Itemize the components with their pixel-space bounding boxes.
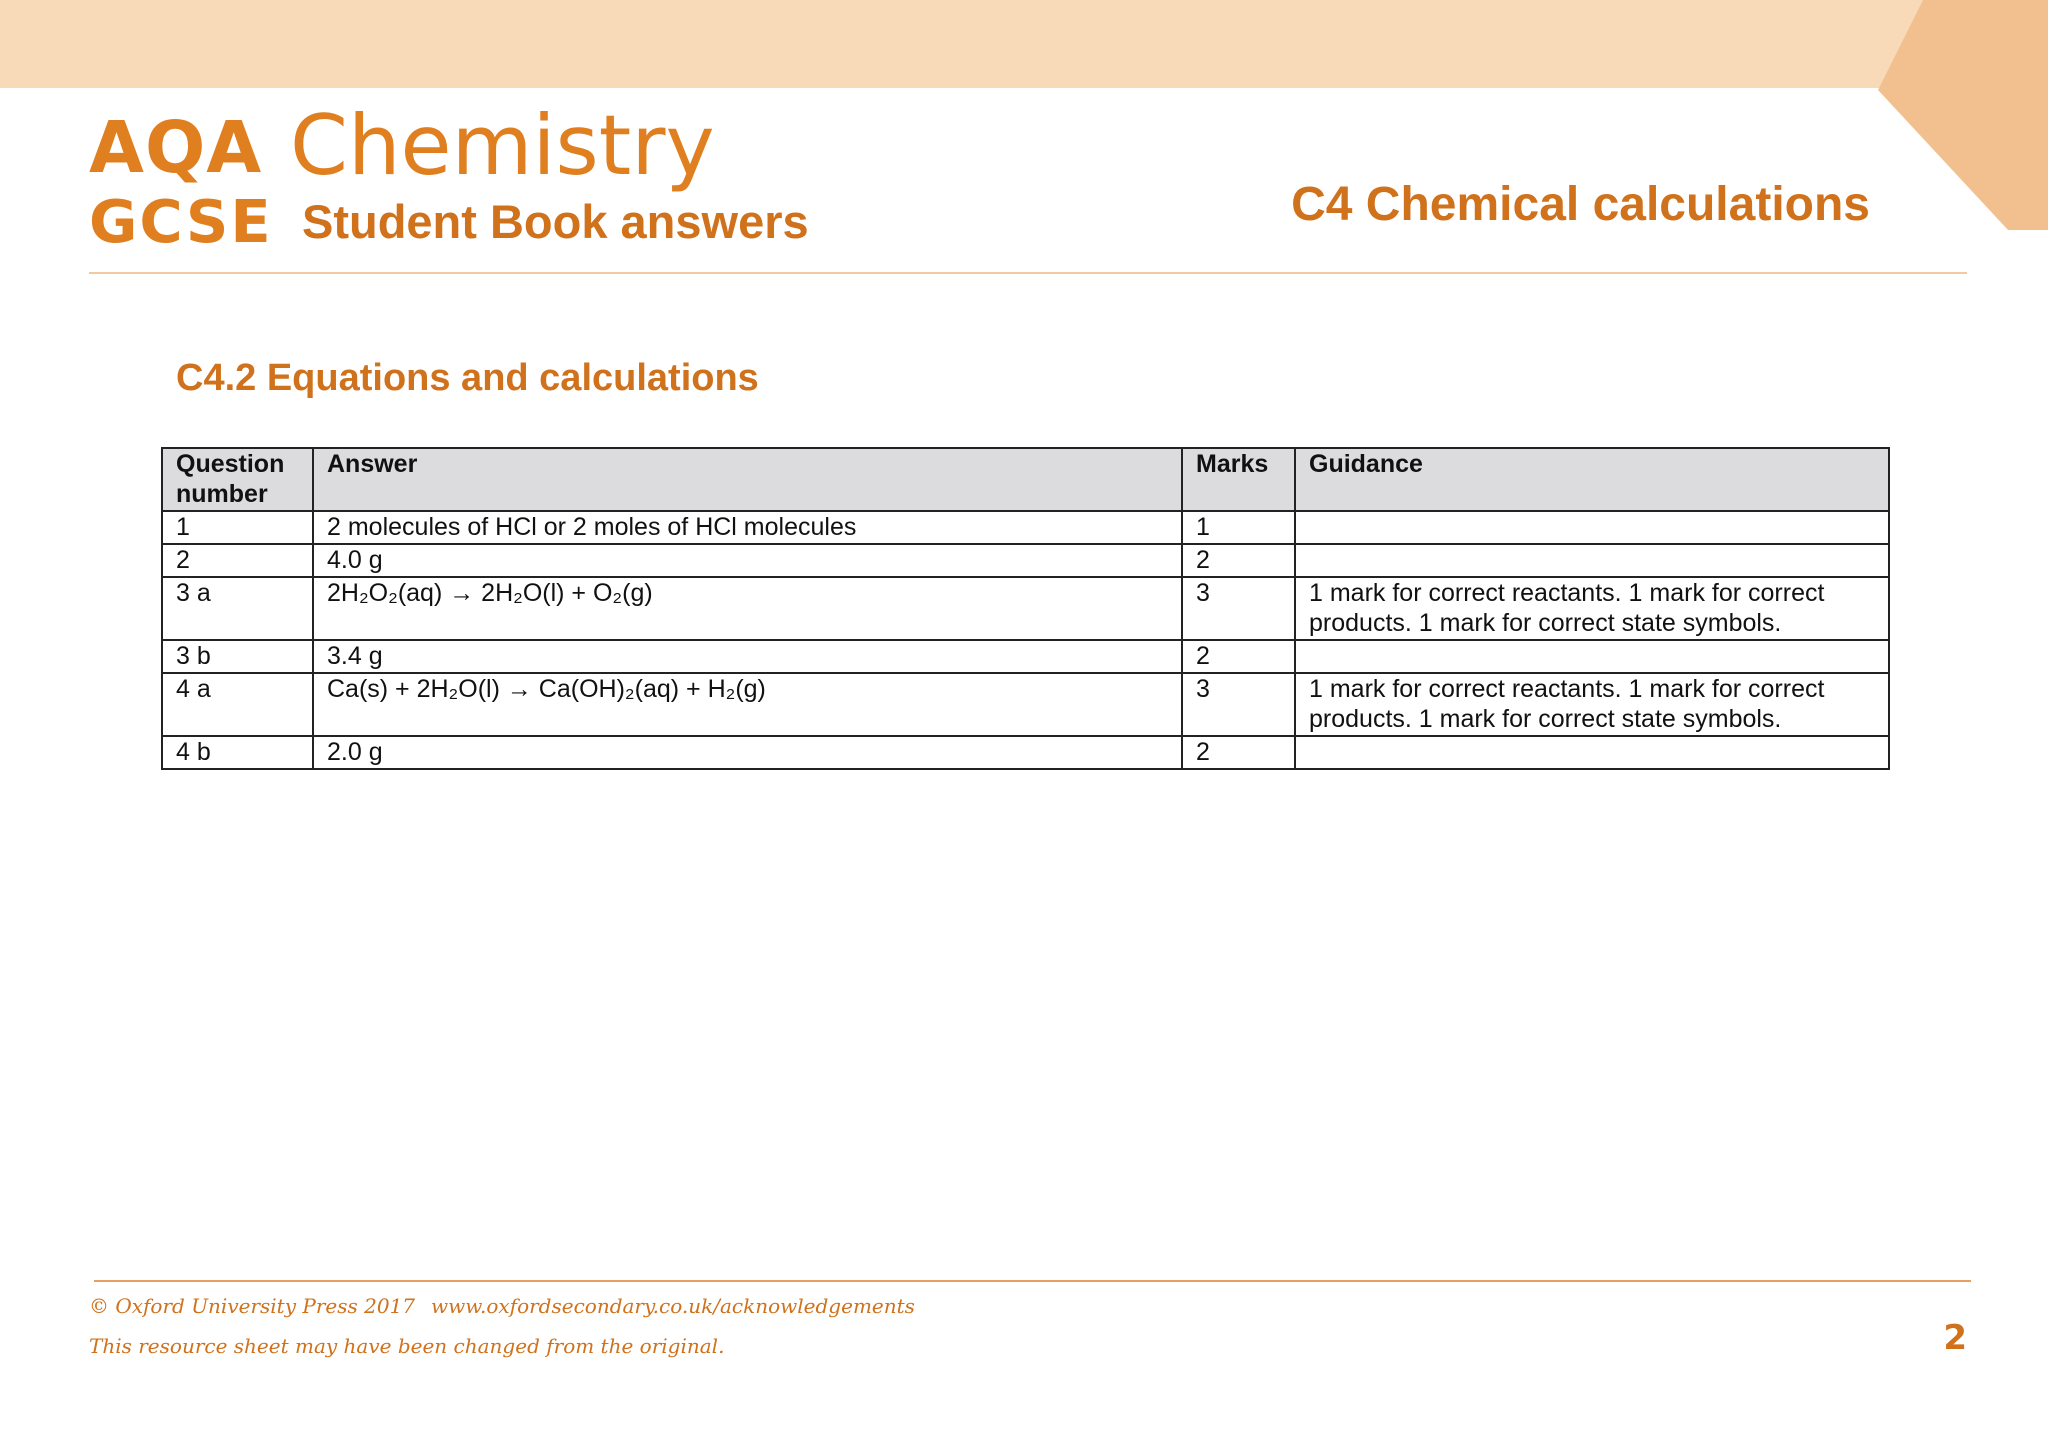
- brand-subtitle: Student Book answers: [302, 195, 809, 248]
- question-cell: 4 b: [162, 736, 313, 769]
- guidance-cell: 1 mark for correct reactants. 1 mark for correct products. 1 mark for correct state symbols.: [1295, 673, 1889, 736]
- table-row: [162, 544, 1889, 577]
- footer-divider: [94, 1280, 1971, 1282]
- guidance-cell: [1295, 640, 1889, 673]
- question-cell: 2: [162, 544, 313, 577]
- table-row: [162, 673, 1889, 736]
- question-cell: 1: [162, 511, 313, 544]
- table-row: [162, 511, 1889, 544]
- footer-notice: This resource sheet may have been changed from the original.: [89, 1334, 725, 1358]
- answer-cell: 4.0 g: [313, 544, 1182, 577]
- question-cell: 3 a: [162, 577, 313, 640]
- answer-cell: 2H₂O₂(aq) → 2H₂O(l) + O₂(g): [313, 577, 1182, 640]
- marks-cell: 2: [1182, 640, 1295, 673]
- brand-aqa: AQA: [89, 106, 263, 189]
- answer-cell: 3.4 g: [313, 640, 1182, 673]
- guidance-cell: 1 mark for correct reactants. 1 mark for correct products. 1 mark for correct state symbols.: [1295, 577, 1889, 640]
- brand-subject: Chemistry: [290, 97, 715, 194]
- acknowledgements-link[interactable]: www.oxfordsecondary.co.uk/acknowledgements: [431, 1294, 915, 1318]
- header-guidance: Guidance: [1295, 448, 1889, 511]
- table-row: [162, 577, 1889, 640]
- page-number: 2: [1943, 1318, 1967, 1358]
- header-divider: [89, 272, 1967, 274]
- answer-cell: 2 molecules of HCl or 2 moles of HCl molecules: [313, 511, 1182, 544]
- table-row: [162, 736, 1889, 769]
- table-row: [162, 640, 1889, 673]
- guidance-cell: [1295, 544, 1889, 577]
- brand-gcse: GCSE: [89, 187, 273, 256]
- answers-table: [161, 447, 1890, 770]
- header-question: Question number: [162, 448, 313, 511]
- guidance-cell: [1295, 736, 1889, 769]
- answer-cell: Ca(s) + 2H₂O(l) → Ca(OH)₂(aq) + H₂(g): [313, 673, 1182, 736]
- header-answer: Answer: [313, 448, 1182, 511]
- marks-cell: 2: [1182, 544, 1295, 577]
- question-cell: 4 a: [162, 673, 313, 736]
- copyright-text: © Oxford University Press 2017: [89, 1294, 416, 1318]
- header-marks: Marks: [1182, 448, 1295, 511]
- section-title: C4.2 Equations and calculations: [176, 357, 759, 399]
- table-header-row: [162, 448, 1889, 511]
- chapter-title: C4 Chemical calculations: [1291, 178, 1870, 231]
- guidance-cell: [1295, 511, 1889, 544]
- marks-cell: 3: [1182, 673, 1295, 736]
- answer-cell: 2.0 g: [313, 736, 1182, 769]
- marks-cell: 1: [1182, 511, 1295, 544]
- footer-copyright-line: [89, 1296, 915, 1316]
- marks-cell: 3: [1182, 577, 1295, 640]
- header-band: [0, 0, 2048, 88]
- question-cell: 3 b: [162, 640, 313, 673]
- marks-cell: 2: [1182, 736, 1295, 769]
